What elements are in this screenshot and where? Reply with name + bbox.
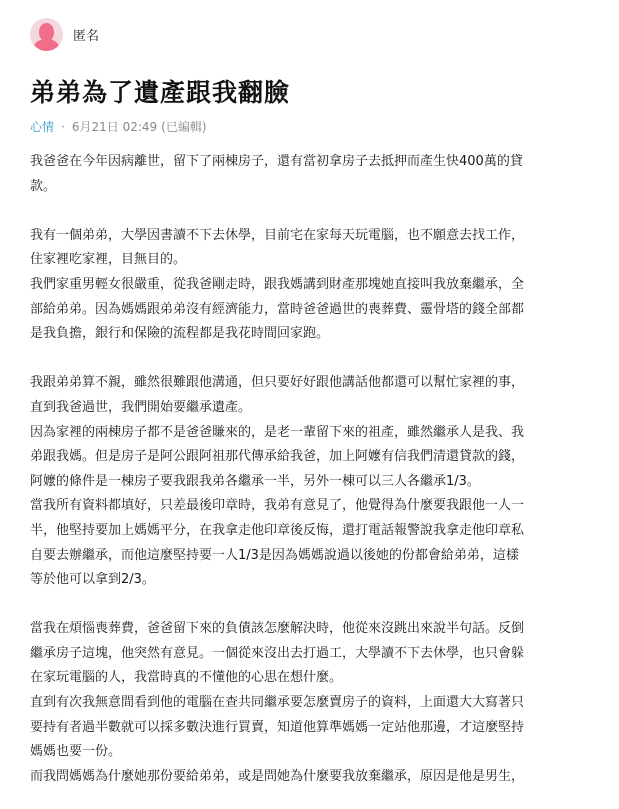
post-content [30,150,600,789]
paragraph-break [30,593,600,618]
edited-label: (已編輯) [161,120,207,134]
author-row[interactable] [30,17,99,51]
content-line: 在家玩電腦的人，我當時真的不懂他的心思在想什麼。 [30,670,343,686]
board-link[interactable]: 心情 [30,120,55,134]
content-line: 住家裡吃家裡，目無目的。 [30,252,187,268]
content-line: 款。 [30,178,57,194]
content-line: 繼承房子這塊，他突然有意見。一個從來沒出去打過工，大學讀不下去休學，也只會躲 [30,645,525,661]
content-line: 阿嬤的條件是一棟房子要我跟我弟各繼承一半，另外一棟可以三人各繼承1/3。 [30,473,480,489]
content-line: 我們家重男輕女很嚴重，從我爸剛走時，跟我媽講到財產那塊她直接叫我放棄繼承，全 [30,276,525,292]
content-line: 當我所有資料都填好，只差最後印章時，我弟有意見了，他覺得為什麼要我跟他一人一 [30,498,525,514]
meta-separator: · [61,119,65,134]
post-title: 弟弟為了遺產跟我翻臉 [30,78,291,107]
content-line: 而我問媽媽為什麼她那份要給弟弟，或是問她為什麼要我放棄繼承，原因是他是男生， [30,768,525,784]
post-meta [30,118,207,135]
content-line: 自要去辦繼承，而他這麼堅持要一人1/3是因為媽媽說過以後她的份都會給弟弟，這樣 [30,547,519,563]
content-line: 弟跟我媽。但是房子是阿公跟阿祖那代傳承給我爸，加上阿嬤有信我們清還貸款的錢， [30,449,525,465]
content-line: 半，他堅持要加上媽媽平分，在我拿走他印章後反悔，還打電話報警說我拿走他印章私 [30,522,525,538]
paragraph-break [30,347,600,372]
content-line: 是我負擔，銀行和保險的流程都是我花時間回家跑。 [30,326,330,342]
content-line: 媽媽也要一份。 [30,744,122,760]
paragraph-break [30,199,600,224]
author-name[interactable]: 匿名 [73,28,100,44]
content-line: 當我在煩惱喪葬費，爸爸留下來的負債該怎麼解決時，他從來沒跳出來說半句話。反倒 [30,621,525,637]
content-line: 我有一個弟弟，大學因書讀不下去休學，目前宅在家每天玩電腦，也不願意去找工作， [30,227,525,243]
content-line: 因為家裡的兩棟房子都不是爸爸賺來的，是老一輩留下來的祖產，雖然繼承人是我、我 [30,424,525,440]
content-line: 部給弟弟。因為媽媽跟弟弟沒有經濟能力，當時爸爸過世的喪葬費、靈骨塔的錢全部都 [30,301,525,317]
content-line: 我爸爸在今年因病離世，留下了兩棟房子，還有當初拿房子去抵押而產生快400萬的貸 [30,154,523,169]
content-line: 等於他可以拿到2/3。 [30,572,155,588]
content-line: 我跟弟弟算不親，雖然很難跟他溝通，但只要好好跟他講話他都還可以幫忙家裡的事， [30,375,525,391]
content-line: 直到有次我無意間看到他的電腦在查共同繼承要怎麼賣房子的資料，上面還大大寫著只 [30,695,525,711]
content-line: 直到我爸過世，我們開始要繼承遺產。 [30,399,252,415]
female-avatar-icon[interactable] [30,18,63,51]
post-date: 6月21日 02:49 [71,120,158,134]
content-line: 要持有者過半數就可以採多數決進行買賣，知道他算準媽媽一定站他那邊，才這麼堅持 [30,719,525,735]
